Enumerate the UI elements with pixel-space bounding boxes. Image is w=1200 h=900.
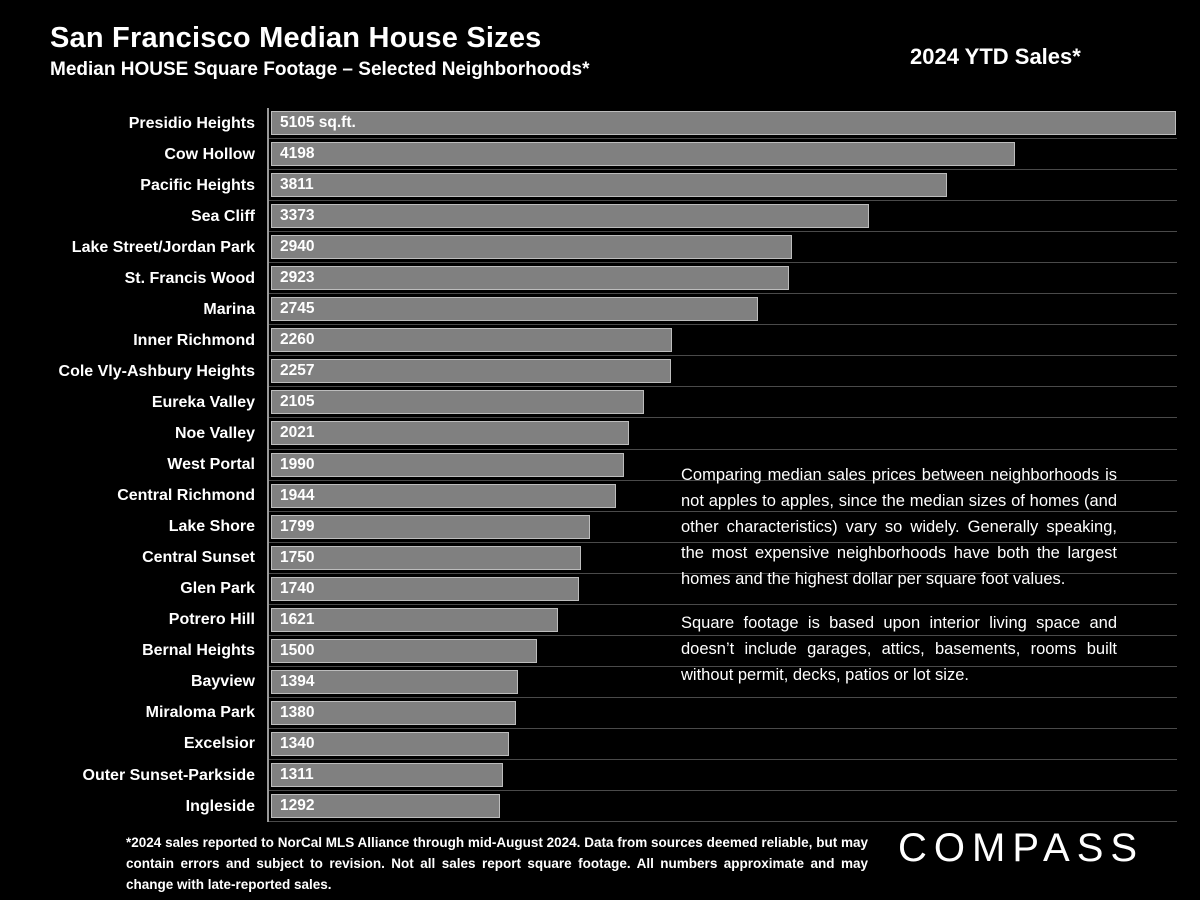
category-label: Inner Richmond (133, 331, 255, 349)
bar (271, 142, 1015, 166)
bar-value-label: 1621 (280, 610, 315, 628)
header-right-label: 2024 YTD Sales* (910, 44, 1081, 69)
bar-value-label: 1394 (280, 672, 315, 690)
bar-value-label: 1311 (280, 765, 314, 783)
bar-value-label: 2923 (280, 269, 315, 287)
bar (271, 235, 792, 259)
page-subtitle: Median HOUSE Square Footage – Selected Neighborhoods* (50, 59, 590, 80)
bar-value-label: 3373 (280, 207, 315, 225)
bar-value-label: 1799 (280, 517, 315, 535)
category-label: Ingleside (185, 797, 255, 815)
bar (271, 453, 624, 477)
category-label: Potrero Hill (168, 611, 255, 629)
chart-row (269, 108, 1177, 139)
bar (271, 328, 672, 352)
chart-row (269, 387, 1177, 418)
annotation-paragraph-2: Square footage is based upon interior living space and doesn’t include garages, attics, basements, rooms built without permit, decks, patios or lot size. (681, 614, 1117, 684)
category-label: Central Sunset (142, 549, 255, 567)
bar-value-label: 4198 (280, 145, 315, 163)
bar (271, 297, 758, 321)
category-label: Miraloma Park (145, 704, 255, 722)
category-label: Lake Shore (168, 518, 255, 536)
row-divider (269, 821, 1177, 822)
bar (271, 732, 509, 756)
bar-value-label: 3811 (280, 176, 314, 194)
bar (271, 515, 590, 539)
bar-value-label: 1500 (280, 641, 315, 659)
chart-row (269, 263, 1177, 294)
chart-row (269, 760, 1177, 791)
bar (271, 173, 947, 197)
bar-value-label: 2021 (280, 424, 315, 442)
bar (271, 359, 671, 383)
chart-row (269, 791, 1177, 822)
category-label: Sea Cliff (190, 207, 255, 225)
bar-value-label: 1944 (280, 486, 315, 504)
category-label: Central Richmond (117, 487, 255, 505)
category-label: St. Francis Wood (124, 269, 255, 287)
bar-value-label: 1750 (280, 548, 315, 566)
bar (271, 204, 869, 228)
category-label: Glen Park (180, 580, 255, 598)
category-label: Presidio Heights (128, 114, 255, 132)
category-label: Excelsior (183, 735, 255, 753)
bar (271, 577, 579, 601)
compass-logo: COMPASS (898, 826, 1145, 870)
bar-value-label: 1340 (280, 734, 315, 752)
bar (271, 111, 1176, 135)
chart-row (269, 729, 1177, 760)
bar (271, 763, 503, 787)
category-label: Outer Sunset-Parkside (82, 766, 255, 784)
bar (271, 484, 616, 508)
annotation-block (681, 462, 1117, 688)
page-title: San Francisco Median House Sizes (50, 22, 542, 54)
chart-row (269, 698, 1177, 729)
bar (271, 608, 558, 632)
category-label: Cow Hollow (164, 145, 255, 163)
annotation-paragraph-1: Comparing median sales prices between neighborhoods is not apples to apples, since the median sizes of homes (and other characteristics) vary so widely. Generally speaking, the most expensive neighborhoods have both the largest homes and the highest dollar per square foot values. (681, 466, 1117, 588)
category-label: Lake Street/Jordan Park (71, 238, 255, 256)
category-label: Eureka Valley (151, 393, 255, 411)
category-label: West Portal (167, 456, 255, 474)
chart-row (269, 232, 1177, 263)
bar-value-label: 2105 (280, 393, 315, 411)
bar (271, 546, 581, 570)
chart-row (269, 201, 1177, 232)
category-label: Noe Valley (174, 424, 255, 442)
bar-value-label: 2940 (280, 238, 315, 256)
bar-value-label: 1292 (280, 797, 315, 815)
bar-value-label: 1740 (280, 579, 315, 597)
chart-row (269, 418, 1177, 449)
header (0, 0, 1200, 92)
chart-row (269, 325, 1177, 356)
category-axis-labels (0, 108, 255, 822)
category-label: Pacific Heights (140, 176, 255, 194)
bar (271, 266, 789, 290)
chart-row (269, 170, 1177, 201)
bar (271, 390, 644, 414)
chart-row (269, 139, 1177, 170)
bar-value-label: 1380 (280, 703, 315, 721)
bar (271, 639, 537, 663)
bar-value-label: 5105 sq.ft. (280, 114, 356, 131)
chart-row (269, 356, 1177, 387)
category-label: Cole Vly-Ashbury Heights (58, 362, 255, 380)
bar (271, 794, 500, 818)
bar-value-label: 2745 (280, 300, 315, 318)
bar-value-label: 1990 (280, 455, 315, 473)
category-label: Bernal Heights (142, 642, 255, 660)
footnote: *2024 sales reported to NorCal MLS Alliance through mid-August 2024. Data from sources deemed reliable, but may contain errors and subject to revision. Not all sales report square footage. All numbers approximate and may change with late-reported sales. (126, 835, 868, 892)
bar (271, 421, 629, 445)
bar (271, 670, 518, 694)
bar-value-label: 2257 (280, 362, 315, 380)
category-label: Bayview (190, 673, 255, 691)
chart-row (269, 294, 1177, 325)
bar-value-label: 2260 (280, 331, 315, 349)
category-label: Marina (203, 300, 255, 318)
bar (271, 701, 516, 725)
